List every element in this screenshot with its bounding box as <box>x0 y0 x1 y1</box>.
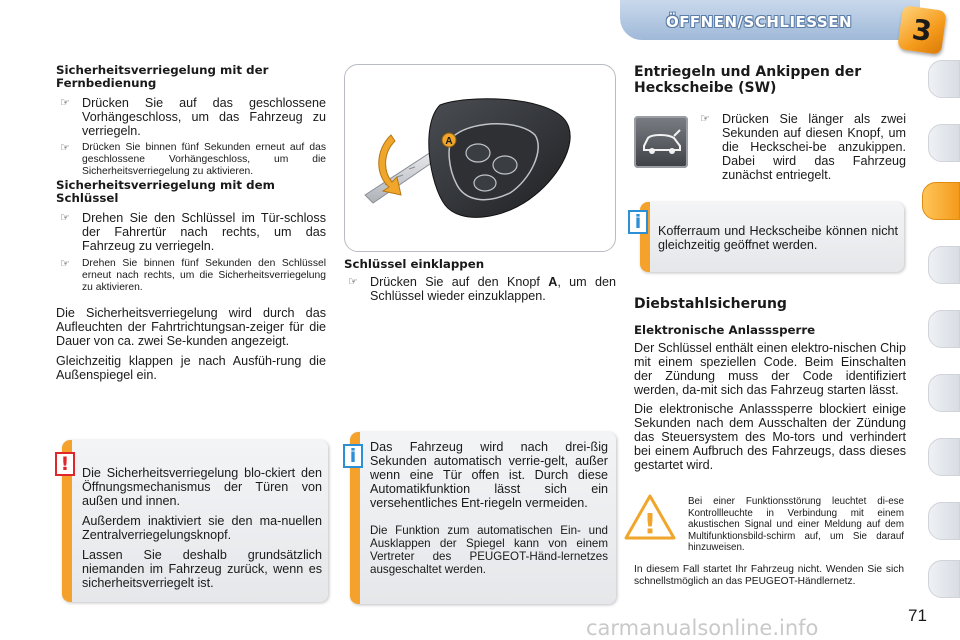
page-title: ÖFFNEN/SCHLIESSEN <box>665 13 852 31</box>
button-reference: A <box>548 275 558 289</box>
section-heading: Sicherheitsverriegelung mit dem Schlüssel <box>56 178 275 205</box>
pointing-hand-icon: ☞ <box>700 113 710 125</box>
bullet-text: Drücken Sie binnen fünf Sekunden erneut auf das geschlossene Vorhängeschloss, um die Sicherheitsverriegelung zu aktivieren. <box>82 142 326 177</box>
info-text: Kofferraum und Heckscheibe können nicht gleichzeitig geöffnet werden. <box>658 224 898 252</box>
bullet-text: Drücken Sie auf den Knopf <box>370 275 549 289</box>
pointing-hand-icon: ☞ <box>60 97 70 109</box>
section-heading: Diebstahlsicherung <box>634 296 787 312</box>
chapter-tab[interactable] <box>928 438 960 476</box>
svg-text:!: ! <box>643 507 657 540</box>
info-icon: i <box>628 210 648 234</box>
chapter-tab[interactable] <box>928 560 960 598</box>
list-item <box>56 96 326 138</box>
list-item <box>56 258 326 294</box>
chapter-badge <box>897 5 947 55</box>
tailgate-button-image <box>634 116 688 168</box>
paragraph: Die Sicherheitsverriegelung blo-ckiert den Öffnungsmechanismus der Türen von außen und innen. <box>82 466 322 508</box>
middle-column <box>344 258 616 303</box>
paragraph: Die Sicherheitsverriegelung wird durch das Aufleuchten der Fahrtrichtungsan-zeiger für die Dauer von ca. zwei Se-kunden angezeigt. <box>56 306 326 348</box>
chapter-tabs <box>928 60 960 600</box>
info-text <box>370 440 608 576</box>
section-heading: Entriegeln und Ankippen der Heckscheibe (SW) <box>634 64 862 96</box>
warning-icon: ! <box>55 452 75 476</box>
paragraph: Der Schlüssel enthält einen elektro-nischen Chip mit einem speziellen Code. Beim Einschalten der Zündung muss der Code identifiziert werden, da-mit sich das Fahrzeug starten lässt. <box>634 341 906 397</box>
info-box <box>350 432 616 604</box>
left-column <box>56 64 326 382</box>
section-heading: Schlüssel einklappen <box>344 257 485 271</box>
paragraph: Das Fahrzeug wird nach drei-ßig Sekunden automatisch verrie-gelt, außer wenn eine Tür offen ist. Durch diese Automatikfunktion lässt sich ein versehentliches Ent-riegeln vermeiden. <box>370 440 608 510</box>
section-heading: Sicherheitsverriegelung mit der Fernbedienung <box>56 63 269 90</box>
chapter-tab[interactable] <box>928 60 960 98</box>
bullet-text: , um den Schlüssel wieder einzuklappen. <box>370 275 616 303</box>
bullet-text: Drehen Sie binnen fünf Sekunden den Schlüssel erneut nach rechts, um die Sicherheitsverriegelung zu aktivieren. <box>82 258 326 293</box>
warning-box <box>62 440 328 602</box>
bullet-text: Drehen Sie den Schlüssel im Tür-schloss der Fahrertür nach rechts, um das Fahrzeug zu verriegeln. <box>82 211 326 253</box>
paragraph: Die elektronische Anlasssperre blockiert einige Sekunden nach dem Ausschalten der Zündung das Steuersystem des Mo-tors und verhindert bei einem Aufbruch des Fahrzeugs, dass dieses gestartet wird. <box>634 402 906 472</box>
info-icon: i <box>343 444 363 468</box>
paragraph: Außerdem inaktiviert sie den ma-nuellen Zentralverriegelungsknopf. <box>82 514 322 542</box>
warning-text <box>82 466 322 590</box>
paragraph: Gleichzeitig klappen je nach Ausfüh-rung die Außenspiegel ein. <box>56 354 326 382</box>
chapter-tab-active[interactable] <box>922 182 960 220</box>
malfunction-text: Bei einer Funktionsstörung leuchtet di-ese Kontrollleuchte in Verbindung mit einem akustischen Signal und einer Meldung auf dem Multifunktionsbild-schirm auf, um Sie darauf hinzuweisen. <box>688 496 904 553</box>
list-item <box>56 142 326 178</box>
paragraph: Die Funktion zum automatischen Ein- und Ausklappen der Spiegel kann von einem Vertreter des PEUGEOT-Händ-lernetzes ausgeschaltet werden. <box>370 524 608 576</box>
tailgate-instruction <box>696 112 906 182</box>
info-box-tailgate <box>640 202 904 272</box>
chapter-tab[interactable] <box>928 246 960 284</box>
watermark: carmanualsonline.info <box>586 616 819 640</box>
chapter-tab[interactable] <box>928 502 960 540</box>
paragraph: Lassen Sie deshalb grundsätzlich niemanden im Fahrzeug zurück, wenn es sicherheitsverriegelt ist. <box>82 548 322 590</box>
button-a-label: A <box>445 136 453 147</box>
list-item <box>344 275 616 303</box>
theft-section <box>634 296 906 472</box>
page-number: 71 <box>908 606 927 625</box>
list-item <box>696 112 906 182</box>
malfunction-note: In diesem Fall startet Ihr Fahrzeug nicht. Wenden Sie sich schnellstmöglich an das PEUGEOT-Händlernetz. <box>634 564 904 587</box>
key-fob-image <box>345 65 617 253</box>
bullet-text: Drücken Sie auf das geschlossene Vorhängeschloss, um das Fahrzeug zu verriegeln. <box>82 96 326 138</box>
chapter-number: 3 <box>910 12 934 48</box>
pointing-hand-icon: ☞ <box>60 212 70 224</box>
page-header <box>560 0 920 42</box>
chapter-tab[interactable] <box>928 374 960 412</box>
right-column <box>634 64 906 96</box>
pointing-hand-icon: ☞ <box>60 142 70 154</box>
chapter-tab[interactable] <box>928 124 960 162</box>
chapter-tab[interactable] <box>928 310 960 348</box>
bullet-text: Drücken Sie länger als zwei Sekunden auf diesen Knopf, um die Heckschei-be anzukippen. Dabei wird das Fahrzeug zunächst entriegelt. <box>722 112 906 182</box>
subsection-heading: Elektronische Anlasssperre <box>634 323 816 337</box>
warning-triangle-icon <box>622 492 678 542</box>
pointing-hand-icon: ☞ <box>348 276 358 288</box>
key-illustration <box>344 64 616 252</box>
list-item <box>56 211 326 253</box>
car-tailgate-icon <box>634 116 688 168</box>
pointing-hand-icon: ☞ <box>60 258 70 270</box>
